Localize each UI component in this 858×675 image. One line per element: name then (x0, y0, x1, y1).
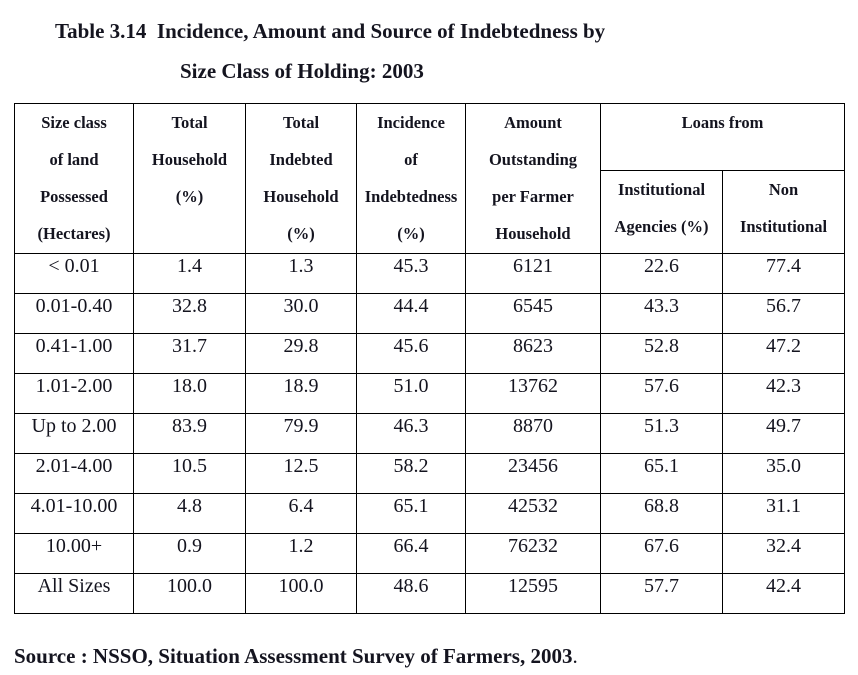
header-line: (%) (287, 224, 315, 243)
cell-institutional: 57.7 (601, 574, 723, 614)
cell-incidence: 66.4 (357, 534, 466, 574)
cell-total-household: 10.5 (134, 454, 246, 494)
header-line: Amount (504, 113, 562, 132)
cell-size-class: 10.00+ (15, 534, 134, 574)
source-note-text: Source : NSSO, Situation Assessment Survey of Farmers, 2003 (14, 644, 573, 668)
header-line: Non (768, 180, 799, 199)
cell-size-class: All Sizes (15, 574, 134, 614)
cell-institutional: 67.6 (601, 534, 723, 574)
cell-total-household: 83.9 (134, 414, 246, 454)
cell-institutional: 68.8 (601, 494, 723, 534)
cell-incidence: 46.3 (357, 414, 466, 454)
cell-amount: 8870 (466, 414, 601, 454)
cell-size-class: 0.01-0.40 (15, 294, 134, 334)
cell-incidence: 45.3 (357, 254, 466, 294)
header-line: Total (171, 113, 208, 132)
cell-amount: 13762 (466, 374, 601, 414)
header-line: Possessed (40, 187, 108, 206)
header-line: Household (263, 187, 339, 206)
table-row (15, 374, 845, 414)
cell-institutional: 43.3 (601, 294, 723, 334)
header-total-indebted (246, 104, 357, 254)
header-line: Indebtedness (364, 187, 458, 206)
header-line: (%) (397, 224, 425, 243)
header-line: of land (49, 150, 99, 169)
cell-size-class: 2.01-4.00 (15, 454, 134, 494)
cell-incidence: 51.0 (357, 374, 466, 414)
table-row (15, 574, 845, 614)
cell-incidence: 45.6 (357, 334, 466, 374)
cell-non-institutional: 42.4 (723, 574, 845, 614)
header-line: per Farmer (492, 187, 574, 206)
header-line: Total (282, 113, 320, 132)
cell-non-institutional: 31.1 (723, 494, 845, 534)
header-line: (%) (175, 187, 204, 206)
header-line: Incidence (377, 113, 445, 132)
cell-total-household: 100.0 (134, 574, 246, 614)
header-line: Indebted (269, 150, 333, 169)
cell-amount: 6121 (466, 254, 601, 294)
table-row (15, 494, 845, 534)
document-title-line2: Size Class of Holding: 2003 (180, 59, 424, 83)
cell-incidence: 65.1 (357, 494, 466, 534)
cell-non-institutional: 32.4 (723, 534, 845, 574)
header-line: Household (151, 150, 228, 169)
cell-size-class: 1.01-2.00 (15, 374, 134, 414)
cell-total-indebted: 1.2 (246, 534, 357, 574)
header-line: Loans from (681, 113, 764, 132)
cell-total-indebted: 12.5 (246, 454, 357, 494)
cell-amount: 12595 (466, 574, 601, 614)
header-line: Size class (41, 113, 107, 132)
cell-institutional: 52.8 (601, 334, 723, 374)
cell-amount: 6545 (466, 294, 601, 334)
source-note (14, 644, 858, 668)
cell-incidence: 44.4 (357, 294, 466, 334)
table-row (15, 454, 845, 494)
cell-size-class: 0.41-1.00 (15, 334, 134, 374)
cell-amount: 76232 (466, 534, 601, 574)
cell-total-household: 31.7 (134, 334, 246, 374)
header-institutional-agencies (601, 171, 723, 254)
indebtedness-table (14, 103, 845, 614)
cell-amount: 42532 (466, 494, 601, 534)
header-total-household (134, 104, 246, 254)
header-line: of (404, 150, 418, 169)
cell-amount: 8623 (466, 334, 601, 374)
header-line: Institutional (739, 217, 828, 236)
table-row (15, 414, 845, 454)
cell-non-institutional: 47.2 (723, 334, 845, 374)
cell-institutional: 22.6 (601, 254, 723, 294)
header-size-class (15, 104, 134, 254)
cell-total-indebted: 29.8 (246, 334, 357, 374)
header-line: Agencies (%) (614, 217, 709, 236)
cell-non-institutional: 49.7 (723, 414, 845, 454)
cell-institutional: 65.1 (601, 454, 723, 494)
cell-total-household: 32.8 (134, 294, 246, 334)
cell-non-institutional: 42.3 (723, 374, 845, 414)
header-line: (Hectares) (37, 224, 111, 243)
table-row (15, 534, 845, 574)
cell-total-indebted: 30.0 (246, 294, 357, 334)
document-page (0, 20, 858, 675)
cell-size-class: 4.01-10.00 (15, 494, 134, 534)
cell-total-indebted: 6.4 (246, 494, 357, 534)
header-non-institutional (723, 171, 845, 254)
header-line: Outstanding (488, 150, 578, 169)
cell-size-class: Up to 2.00 (15, 414, 134, 454)
cell-size-class: < 0.01 (15, 254, 134, 294)
header-line: Household (495, 224, 571, 243)
header-row-top (15, 104, 845, 171)
cell-total-indebted: 18.9 (246, 374, 357, 414)
cell-institutional: 57.6 (601, 374, 723, 414)
header-loans-from (601, 104, 845, 171)
cell-non-institutional: 77.4 (723, 254, 845, 294)
table-row (15, 334, 845, 374)
cell-total-indebted: 1.3 (246, 254, 357, 294)
cell-incidence: 58.2 (357, 454, 466, 494)
header-amount-outstanding (466, 104, 601, 254)
cell-total-indebted: 100.0 (246, 574, 357, 614)
cell-total-household: 1.4 (134, 254, 246, 294)
header-incidence (357, 104, 466, 254)
cell-non-institutional: 35.0 (723, 454, 845, 494)
cell-institutional: 51.3 (601, 414, 723, 454)
cell-total-indebted: 79.9 (246, 414, 357, 454)
cell-total-household: 0.9 (134, 534, 246, 574)
cell-non-institutional: 56.7 (723, 294, 845, 334)
cell-amount: 23456 (466, 454, 601, 494)
table-row (15, 254, 845, 294)
cell-total-household: 18.0 (134, 374, 246, 414)
table-row (15, 294, 845, 334)
cell-incidence: 48.6 (357, 574, 466, 614)
header-line: Institutional (617, 180, 706, 199)
cell-total-household: 4.8 (134, 494, 246, 534)
document-title-line1: Table 3.14 Incidence, Amount and Source of Indebtedness by (55, 19, 606, 43)
source-note-period: . (572, 644, 578, 668)
